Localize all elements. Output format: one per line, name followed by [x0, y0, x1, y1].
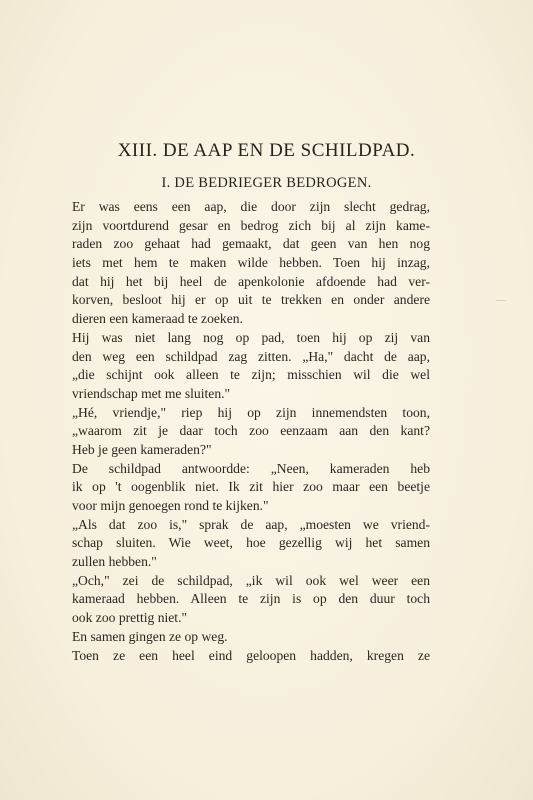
text-line: „waarom zit je daar toch zoo eenzaam aan den kant? [72, 423, 430, 439]
text-line: raden zoo gehaat had gemaakt, dat geen van hen nog [72, 236, 430, 252]
text-line: voor mijn genoegen rond te kijken." [72, 498, 269, 513]
margin-mark [496, 300, 506, 301]
text-line: kameraad hebben. Alleen te zijn is op den duur toch [72, 591, 430, 607]
section-title: I. DE BEDRIEGER BEDROGEN. [161, 175, 372, 191]
text-line: zijn voortdurend gesar en bedrog zich bij al zijn kame- [72, 217, 430, 233]
text-line: ook zoo prettig niet." [72, 610, 188, 626]
text-line: dat hij het bij heel de apenkolonie afdoende had ver- [72, 273, 430, 289]
text-line: ik op 't oogenblik niet. Ik zit hier zoo maar een beetje [72, 479, 430, 495]
text-line: Toen ze een heel eind geloopen hadden, kregen ze [72, 647, 430, 663]
text-line: En samen gingen ze op weg. [72, 628, 228, 644]
text-line: vriendschap met me sluiten." [72, 385, 231, 401]
text-line: korven, besloot hij er op uit te trekken en onder andere [72, 292, 430, 308]
text-line: „Hé, vriendje," riep hij op zijn innemendsten toon, [72, 404, 430, 420]
text-line: den weg een schildpad zag zitten. „Ha," dacht de aap, [72, 348, 430, 364]
text-line: De schildpad antwoordde: „Neen, kameraden heb [72, 460, 430, 476]
text-line: „Och," zei de schildpad, „ik wil ook wel weer een [72, 572, 430, 588]
text-line: Er was eens een aap, die door zijn slecht gedrag, [72, 199, 430, 214]
text-line: Hij was niet lang nog op pad, toen hij op zij van [72, 329, 430, 345]
text-line: „Als dat zoo is," sprak de aap, „moesten we vriend- [72, 516, 430, 532]
chapter-title: XIII. DE AAP EN DE SCHILDPAD. [117, 140, 416, 161]
text-line: „die schijnt ook alleen te zijn; misschien wil die wel [72, 367, 430, 383]
text-line: iets met hem te maken wilde hebben. Toen hij inzag, [72, 255, 430, 271]
text-line: dieren een kameraad te zoeken. [72, 311, 243, 327]
body-text [72, 198, 430, 665]
text-line: schap sluiten. Wie weet, hoe gezellig wij het samen [72, 535, 430, 551]
text-line: Heb je geen kameraden?" [72, 441, 212, 457]
text-line: zullen hebben." [72, 554, 157, 570]
